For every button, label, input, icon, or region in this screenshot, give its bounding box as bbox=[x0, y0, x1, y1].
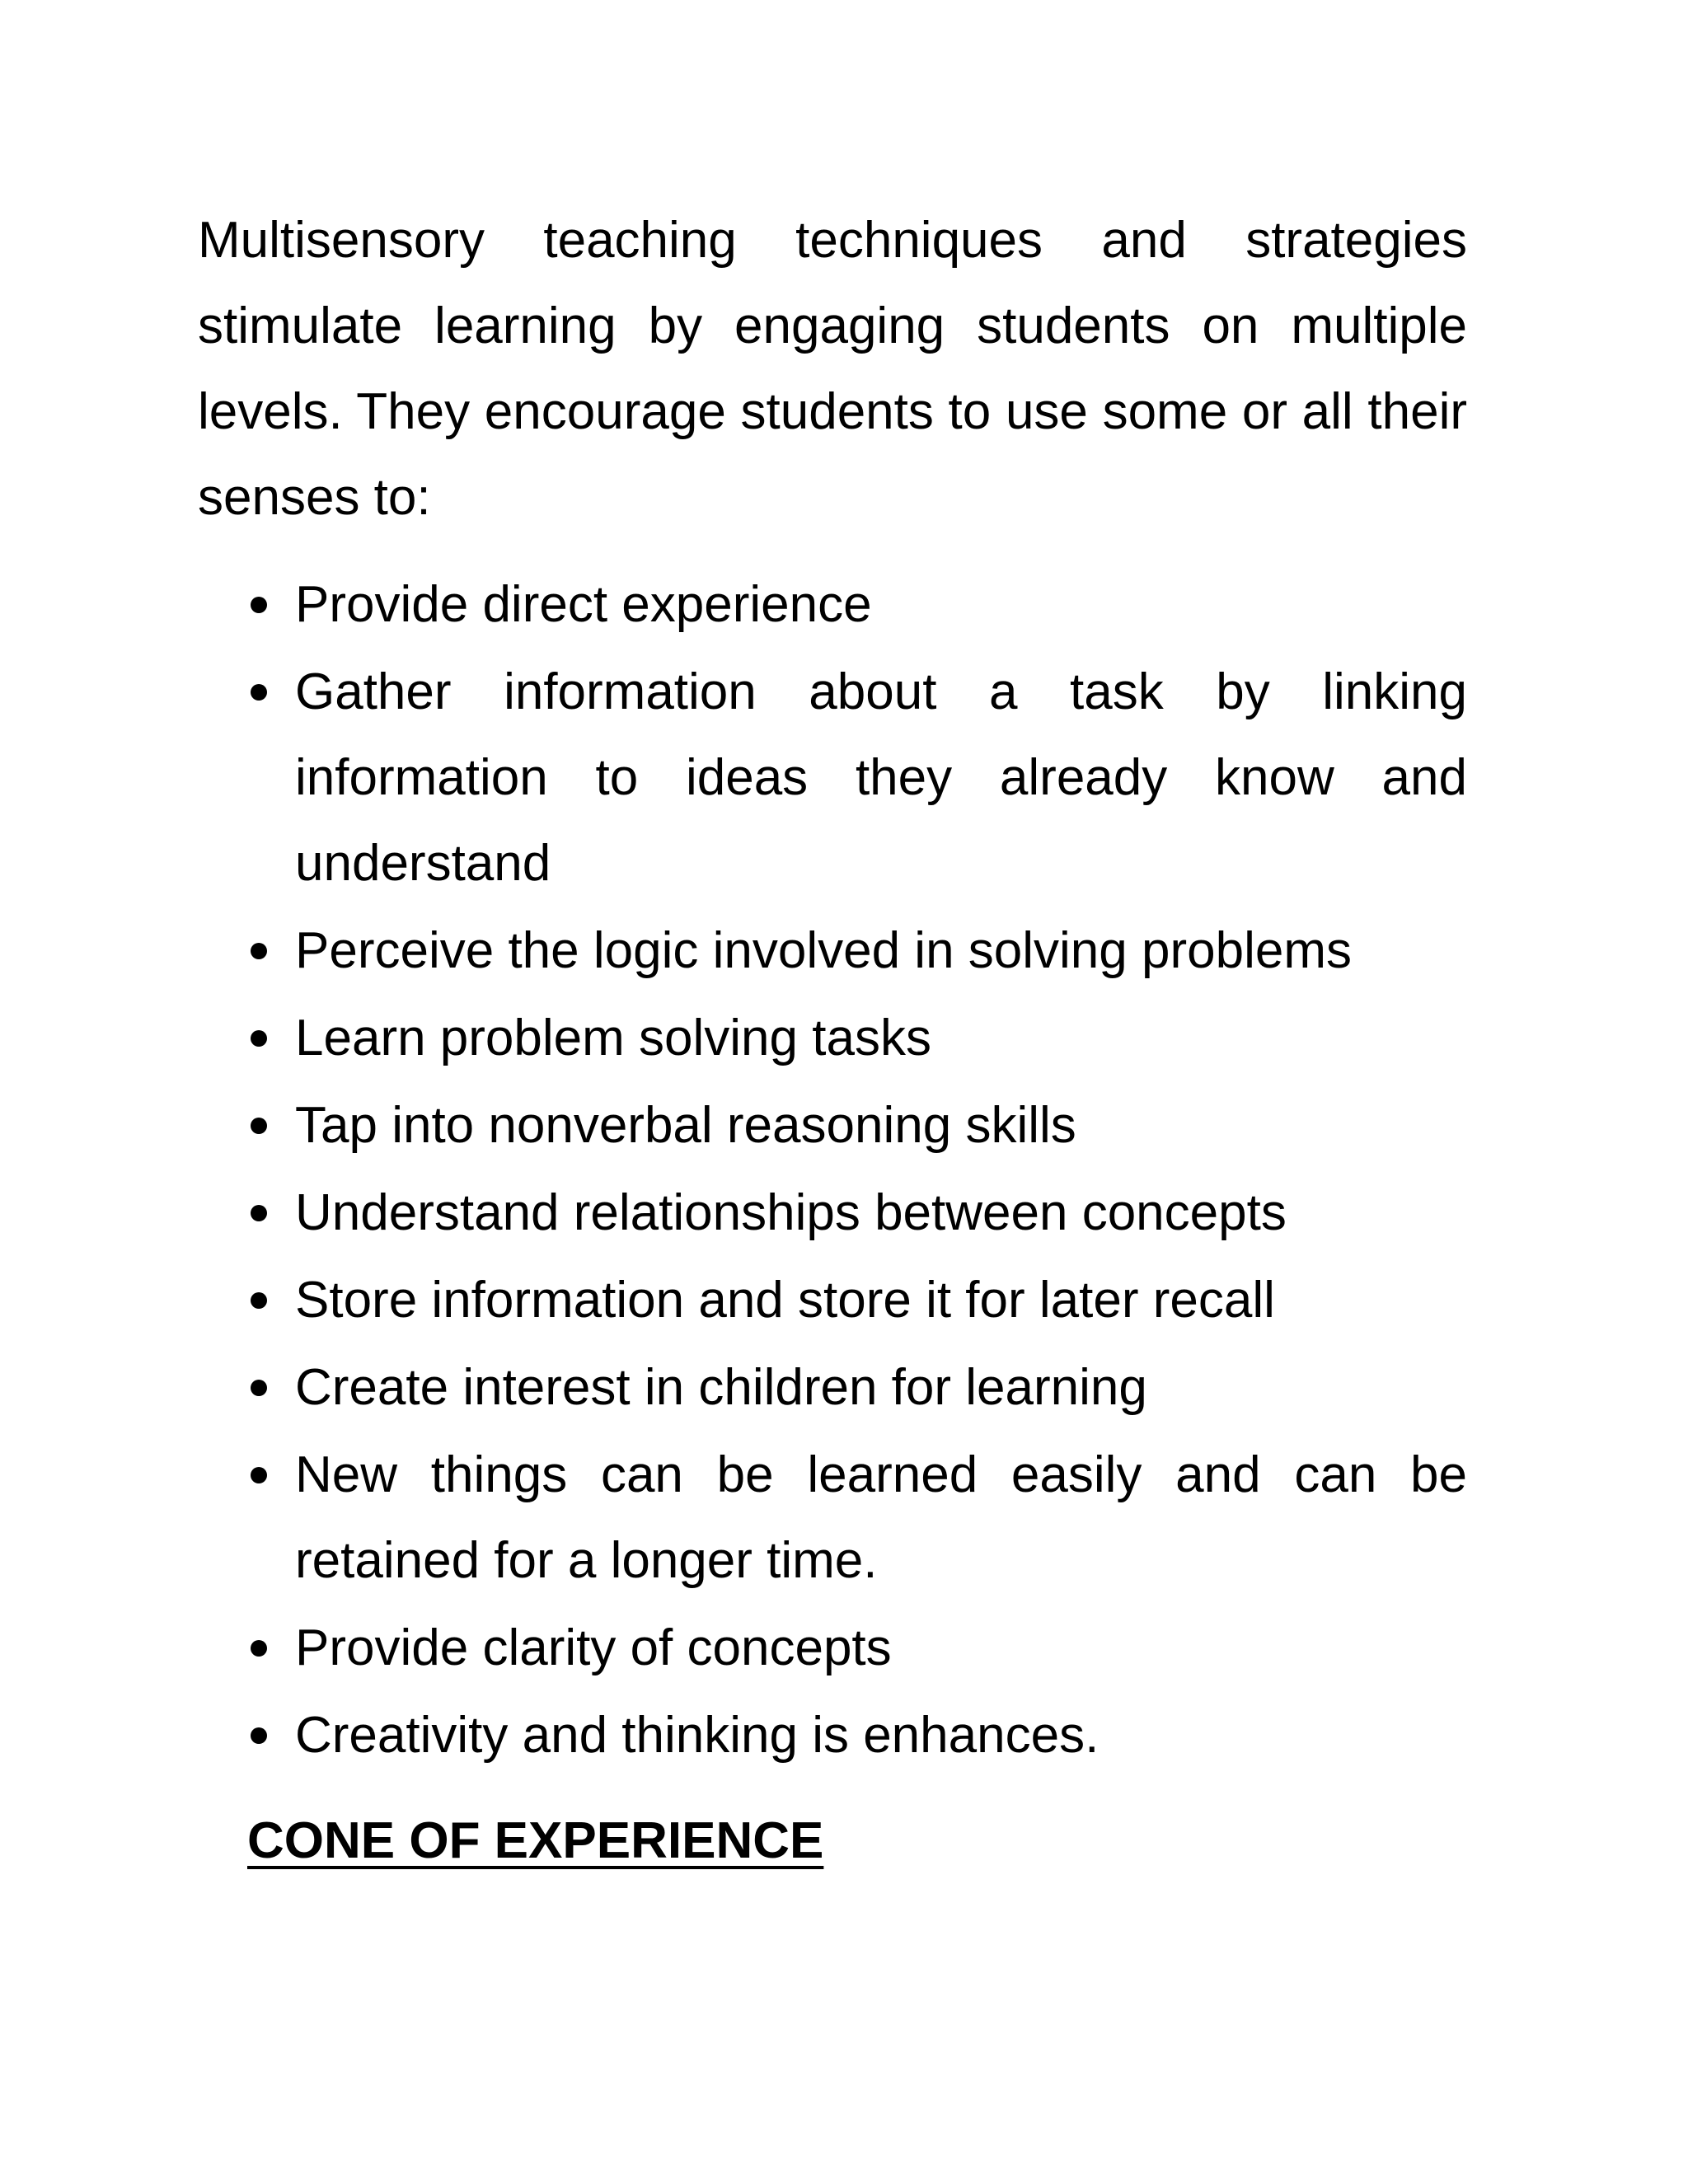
list-item-text: Provide clarity of concepts bbox=[295, 1619, 892, 1676]
list-item bbox=[247, 649, 1467, 907]
bullet-icon bbox=[251, 943, 267, 959]
list-item bbox=[247, 996, 1467, 1081]
bullet-icon bbox=[251, 1030, 267, 1047]
bullet-icon bbox=[251, 597, 267, 613]
section-heading: CONE OF EXPERIENCE bbox=[247, 1812, 824, 1869]
bullet-icon bbox=[251, 1727, 267, 1744]
list-item-text: New things can be learned easily and can be retained for a longer time. bbox=[295, 1446, 1467, 1589]
bullet-list bbox=[198, 562, 1467, 1779]
list-item bbox=[247, 1605, 1467, 1691]
intro-paragraph: Multisensory teaching techniques and strategies stimulate learning by engaging students on multiple levels. They encourage students to use some or all their senses to: bbox=[198, 212, 1467, 526]
bullet-icon bbox=[251, 1380, 267, 1396]
bullet-icon bbox=[251, 684, 267, 701]
bullet-icon bbox=[251, 1292, 267, 1309]
list-item bbox=[247, 1258, 1467, 1343]
list-item bbox=[247, 1345, 1467, 1431]
list-item-text: Create interest in children for learning bbox=[295, 1359, 1147, 1416]
list-item-text: Tap into nonverbal reasoning skills bbox=[295, 1097, 1076, 1154]
list-item-text: Gather information about a task by linking information to ideas they already know and understand bbox=[295, 663, 1467, 892]
document-content bbox=[198, 198, 1467, 1884]
list-item-text: Creativity and thinking is enhances. bbox=[295, 1707, 1100, 1764]
bullet-icon bbox=[251, 1467, 267, 1483]
bullet-icon bbox=[251, 1205, 267, 1221]
list-item bbox=[247, 1083, 1467, 1169]
list-item bbox=[247, 1170, 1467, 1256]
list-item-text: Perceive the logic involved in solving problems bbox=[295, 922, 1352, 979]
list-item bbox=[247, 1432, 1467, 1604]
list-item-text: Provide direct experience bbox=[295, 576, 872, 633]
list-item-text: Store information and store it for later recall bbox=[295, 1272, 1275, 1329]
list-item-text: Understand relationships between concepts bbox=[295, 1184, 1287, 1241]
list-item bbox=[247, 1693, 1467, 1779]
bullet-icon bbox=[251, 1640, 267, 1657]
list-item bbox=[247, 562, 1467, 648]
bullet-icon bbox=[251, 1118, 267, 1134]
list-item-text: Learn problem solving tasks bbox=[295, 1010, 931, 1066]
list-item bbox=[247, 908, 1467, 994]
